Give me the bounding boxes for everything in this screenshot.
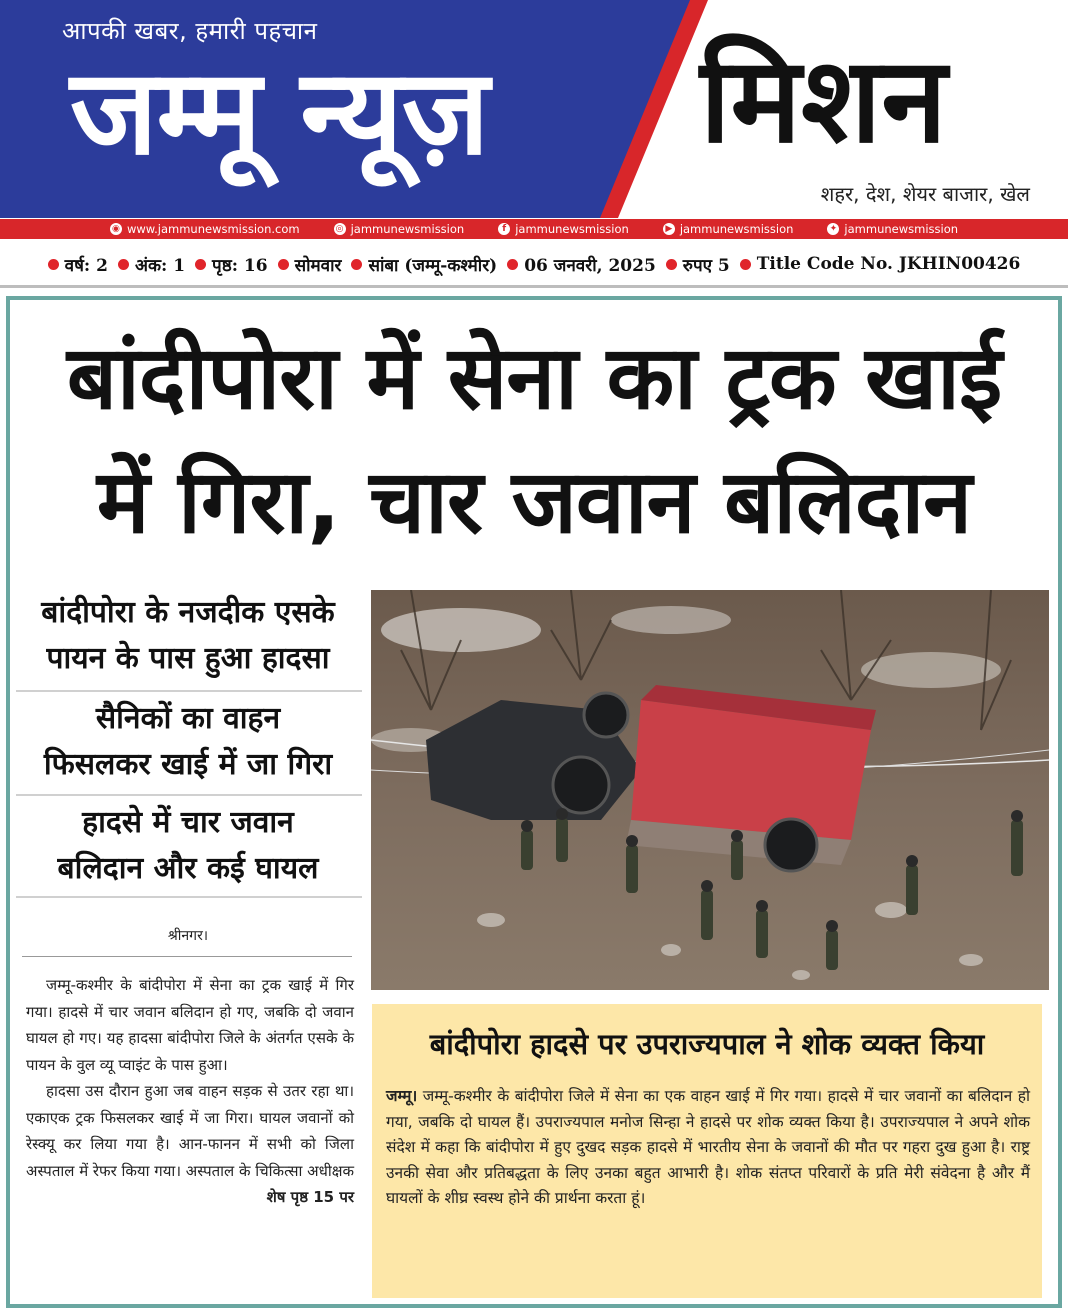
twitter-icon: ✦ xyxy=(827,223,839,235)
social-youtube-text: jammunewsmission xyxy=(679,222,794,236)
social-website-text: www.jammunewsmission.com xyxy=(126,222,300,236)
youtube-icon: ▶ xyxy=(663,223,675,235)
masthead-subtitle: शहर, देश, शेयर बाजार, खेल xyxy=(820,182,1030,206)
newspaper-name-mission: मिशन xyxy=(700,31,947,169)
subheadline-divider xyxy=(16,896,362,898)
social-strip xyxy=(0,219,1068,239)
newspaper-name: जम्मू न्यूज़ xyxy=(70,43,489,181)
story-paragraph-1: जम्मू-कश्मीर के बांदीपोरा में सेना का ट्रक खाई में गिर गया। हादसे में चार जवान बलिदान हो गए, जबकि दो जवान घायल हो गए। यह हादसा बांदीपोरा जिले के अंतर्गत एसके के पायन के वुल व्यू प्वाइंट के पास हुआ। xyxy=(26,976,354,1074)
story-body xyxy=(26,972,354,1211)
continued-on-page[interactable]: शेष पृष्ठ 15 पर xyxy=(266,1188,354,1206)
related-story-title: बांदीपोरा हादसे पर उपराज्यपाल ने शोक व्यक्त किया xyxy=(429,1027,985,1061)
social-instagram-text: jammunewsmission xyxy=(350,222,465,236)
related-story-dateline: जम्मू। xyxy=(386,1087,418,1105)
accident-photo xyxy=(371,590,1049,990)
masthead-divider xyxy=(0,285,1068,288)
social-twitter[interactable] xyxy=(827,222,958,236)
info-day: सोमवार xyxy=(278,253,342,276)
subheadline-1: बांदीपोरा के नजदीक एसके पायन के पास हुआ हादसा xyxy=(41,595,335,676)
bullet-dot-icon xyxy=(48,259,59,270)
info-title-code: Title Code No. JKHIN00426 xyxy=(740,254,1021,274)
masthead xyxy=(0,0,1068,220)
subheadline-divider xyxy=(16,690,362,692)
instagram-icon: ◎ xyxy=(334,223,346,235)
masthead-tagline: आपकी खबर, हमारी पहचान xyxy=(62,17,318,45)
bullet-dot-icon xyxy=(195,259,206,270)
social-twitter-text: jammunewsmission xyxy=(844,222,959,236)
bullet-dot-icon xyxy=(507,259,518,270)
globe-icon: ◉ xyxy=(110,223,122,235)
social-website[interactable] xyxy=(110,222,300,236)
subheadline-2: सैनिकों का वाहन फिसलकर खाई में जा गिरा xyxy=(43,701,333,782)
bullet-dot-icon xyxy=(740,259,751,270)
social-facebook[interactable] xyxy=(498,222,629,236)
related-story-text: जम्मू-कश्मीर के बांदीपोरा जिले में सेना का एक वाहन खाई में गिर गया। हादसे में चार जवानों का बलिदान हो गया, जबकि दो घायल हैं। उपराज्यपाल मनोज सिन्हा ने हादसे पर शोक व्यक्त किया है। उपराज्यपाल ने अपने शोक संदेश में कहा कि बांदीपोरा में हुए दुखद सड़क हादसे में भारतीय सेना के जवानों की मौत पर गहरा दुख हुआ है। राष्ट्र उनकी सेवा और प्रतिबद्धता के लिए उनका बहुत आभारी है। शोक संतप्त परिवारों के प्रति मेरी संवेदना है और मैं घायलों के शीघ्र स्वस्थ होने की प्रार्थना करता हूं। xyxy=(386,1087,1030,1207)
headline-line-1: बांदीपोरा में सेना का ट्रक खाई xyxy=(66,326,1002,429)
edition-info-bar xyxy=(0,247,1068,281)
bullet-dot-icon xyxy=(278,259,289,270)
column-rule xyxy=(22,956,352,957)
info-issue: अंक: 1 xyxy=(118,253,185,276)
social-youtube[interactable] xyxy=(663,222,794,236)
story-paragraph-2: हादसा उस दौरान हुआ जब वाहन सड़क से उतर रहा था। एकाएक ट्रक फिसलकर खाई में जा गिरा। घायल जवानों को रेस्क्यू कर लिया गया है। आन-फानन में सभी को जिला अस्पताल में रेफर किया गया। अस्पताल के चिकित्सा अधीक्षक शेष पृष्ठ 15 पर xyxy=(26,1078,354,1184)
related-story-box xyxy=(372,1004,1042,1298)
facebook-icon: f xyxy=(498,223,510,235)
accident-photo-illustration xyxy=(371,590,1049,990)
main-headline xyxy=(18,316,1050,564)
info-place: सांबा (जम्मू-कश्मीर) xyxy=(351,253,497,276)
info-year: वर्ष: 2 xyxy=(48,253,108,276)
related-story-body xyxy=(386,1084,1030,1212)
headline-line-2: में गिरा, चार जवान बलिदान xyxy=(96,450,972,553)
subheadline-divider xyxy=(16,794,362,796)
bullet-dot-icon xyxy=(118,259,129,270)
bullet-dot-icon xyxy=(351,259,362,270)
social-facebook-text: jammunewsmission xyxy=(515,222,629,236)
social-instagram[interactable] xyxy=(334,222,465,236)
info-pages: पृष्ठ: 16 xyxy=(195,253,268,276)
info-price: रुपए 5 xyxy=(666,253,730,276)
subheadline-3: हादसे में चार जवान बलिदान और कई घायल xyxy=(57,805,319,886)
info-date: 06 जनवरी, 2025 xyxy=(507,253,656,276)
dateline: श्रीनगर। xyxy=(167,928,209,944)
bullet-dot-icon xyxy=(666,259,677,270)
